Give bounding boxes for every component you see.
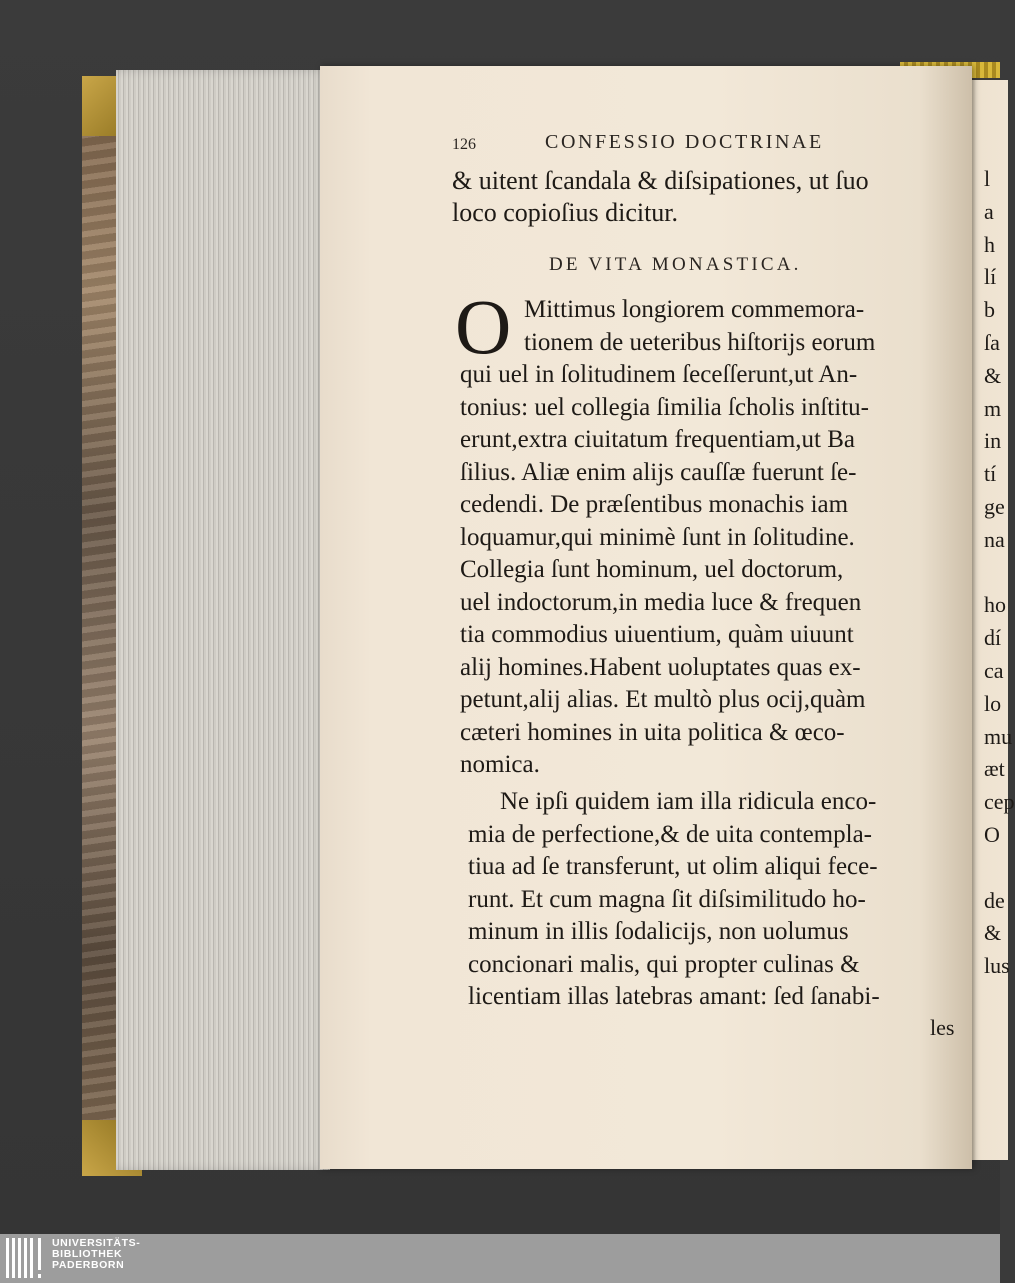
facing-fragment: l (984, 166, 991, 191)
text-line: runt. Et cum magna ſit diſsimilitudo ho- (468, 885, 866, 913)
facing-fragment: na (984, 526, 1005, 552)
facing-fragment: de (984, 887, 1005, 913)
drop-cap: O (455, 283, 512, 370)
running-head: CONFESSIO DOCTRINAE (545, 131, 824, 153)
text-line: Ne ipſi quidem iam illa ridicula enco- (500, 788, 877, 815)
text-line: erunt,extra ciuitatum frequentiam,ut Ba (460, 426, 855, 453)
facing-fragment: h (984, 231, 995, 257)
text-line: qui uel in ſolitudinem ſeceſſerunt,ut An- (460, 361, 858, 388)
facing-fragment: tí (984, 461, 997, 487)
facing-fragment: ca (984, 658, 1004, 683)
facing-fragment: lus (984, 953, 1010, 979)
text-line: mia de perfectione,& de uita contempla- (468, 820, 872, 848)
page-block-edge (116, 70, 330, 1170)
page-number: 126 (452, 136, 476, 153)
text-line: minum in illis ſodalicijs, non uolumus (468, 918, 849, 945)
text-line: licentiam illas latebras amant: ſed ſanabi- (468, 983, 880, 1010)
institution-line: BIBLIOTHEK (52, 1248, 123, 1260)
text-line: petunt,alij alias. Et multò plus ocij,quàm (460, 686, 866, 713)
text-line: cæteri homines in uita politica & œco- (460, 718, 845, 746)
facing-fragment: & (984, 920, 1002, 946)
catchword: les (930, 1015, 955, 1040)
facing-fragment: cep (984, 789, 1015, 815)
facing-fragment: lo (984, 690, 1002, 716)
facing-fragment: ſa (984, 330, 1000, 355)
text-line: nomica. (460, 751, 540, 778)
facing-fragment: m (984, 395, 1002, 421)
facing-fragment: dí (984, 625, 1002, 651)
facing-fragment: O (984, 822, 1000, 847)
library-logo-icon (4, 1238, 46, 1278)
text-line: tiua ad ſe transferunt, ut olim aliqui fece- (468, 853, 878, 880)
text-line: tionem de ueteribus hiſtorijs eorum (524, 328, 876, 356)
facing-fragment: æt (984, 756, 1005, 782)
facing-fragment: ho (984, 592, 1006, 618)
facing-fragment: a (984, 198, 994, 224)
opening-line: & uitent ſcandala & diſsipationes, ut ſuo (452, 166, 869, 195)
facing-fragment: lí (984, 264, 997, 290)
facing-fragment: in (984, 428, 1002, 454)
facing-fragment: mu (984, 723, 1013, 749)
institution-line: PADERBORN (52, 1259, 125, 1271)
section-title: DE VITA MONASTICA. (549, 254, 802, 275)
text-line: uel indoctorum,in media luce & frequen (460, 588, 862, 616)
text-line: tia commodius uiuentium, quàm uiuunt (460, 621, 854, 648)
text-line: loquamur,qui minimè ſunt in ſolitudine. (460, 523, 855, 551)
footer-bar (0, 1234, 1000, 1283)
facing-fragment: b (984, 297, 995, 323)
opening-line: loco copioſius dicitur. (452, 198, 679, 227)
text-line: cedendi. De præſentibus monachis iam (460, 491, 849, 518)
text-line: ſilius. Aliæ enim alijs cauſſæ fuerunt ſe- (460, 458, 857, 486)
text-line: alij homines.Habent uoluptates quas ex- (460, 653, 861, 681)
text-line: Collegia ſunt hominum, uel doctorum, (460, 556, 844, 583)
text-line: concionari malis, qui propter culinas & (468, 950, 860, 978)
facing-fragment: & (984, 362, 1002, 388)
institution-line: UNIVERSITÄTS- (52, 1237, 141, 1249)
text-line: Mittimus longiorem commemora- (524, 296, 865, 323)
facing-fragment: ge (984, 494, 1005, 519)
text-line: tonius: uel collegia ſimilia ſcholis inſtitu- (460, 393, 869, 421)
